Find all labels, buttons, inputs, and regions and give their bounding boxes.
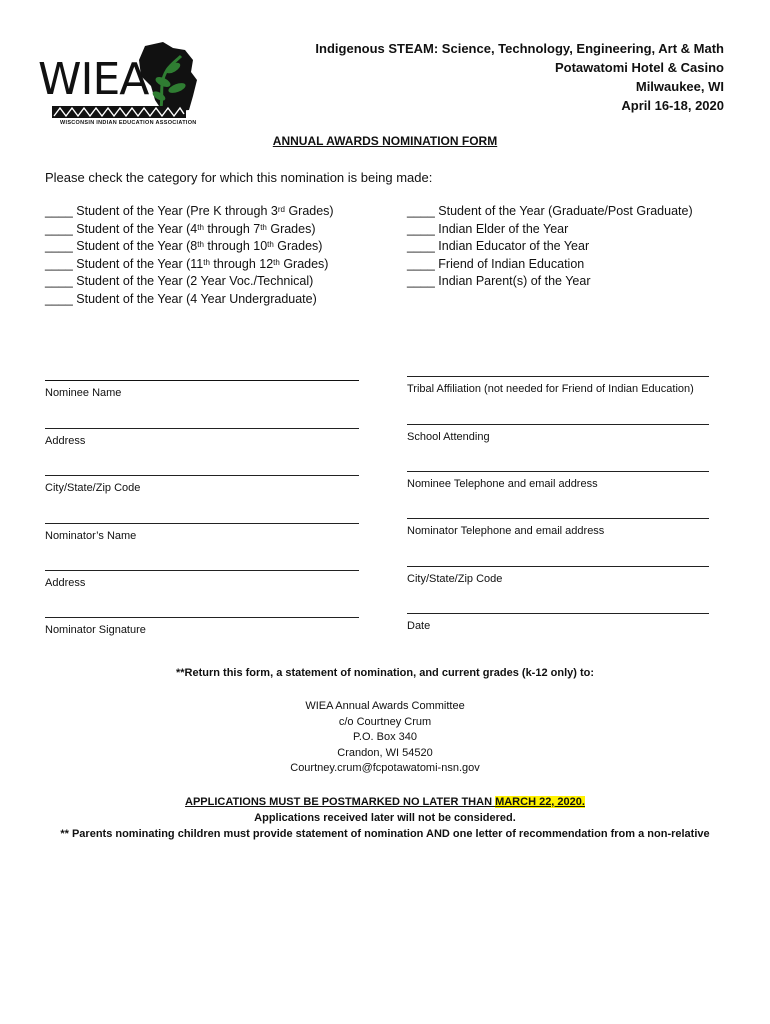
ordinal-suffix: th xyxy=(267,240,274,249)
wiea-logo xyxy=(38,36,208,131)
field-label: Nominator Telephone and email address xyxy=(407,525,605,537)
event-header xyxy=(315,39,724,115)
mailing-address xyxy=(0,699,770,777)
category-option[interactable] xyxy=(407,203,693,221)
event-theme: Indigenous STEAM: Science, Technology, Engineering, Art & Math xyxy=(315,41,724,56)
category-option[interactable] xyxy=(45,291,334,309)
checkbox-blank: ____ xyxy=(45,256,73,271)
email-address: Courtney.crum@fcpotawatomi-nsn.gov xyxy=(290,762,480,774)
category-option[interactable] xyxy=(45,273,334,291)
field-label: School Attending xyxy=(407,431,490,443)
nominator-city-state-zip-field[interactable] xyxy=(407,554,709,585)
ordinal-suffix: th xyxy=(203,257,210,267)
category-label: Indian Elder of the Year xyxy=(438,221,569,236)
category-label: through 12 xyxy=(209,256,274,271)
event-dates: April 16-18, 2020 xyxy=(621,98,724,113)
nominee-phone-email-field[interactable] xyxy=(407,459,709,490)
address-line: P.O. Box 340 xyxy=(352,731,417,743)
deadline-date: MARCH 22, 2020. xyxy=(495,796,585,808)
category-label: Friend of Indian Education xyxy=(438,256,585,271)
category-label: through 10 xyxy=(203,239,268,253)
deadline-notice xyxy=(0,794,770,842)
category-label: Grades) xyxy=(279,256,329,271)
checkbox-blank: ____ xyxy=(45,274,73,288)
field-label: Address xyxy=(45,435,86,447)
checkbox-blank: ____ xyxy=(45,204,73,218)
checkbox-blank: ____ xyxy=(45,221,73,236)
category-label: Grades) xyxy=(266,221,316,236)
address-line: c/o Courtney Crum xyxy=(338,715,432,728)
category-label: Student of the Year (2 Year Voc./Technical) xyxy=(76,274,314,288)
category-label: Indian Parent(s) of the Year xyxy=(438,274,591,288)
event-venue: Potawatomi Hotel & Casino xyxy=(554,60,724,75)
field-label: Nominator’s Name xyxy=(45,530,137,542)
ordinal-suffix: th xyxy=(197,222,204,232)
category-label: Student of the Year (8 xyxy=(76,239,198,253)
tribal-affiliation-field[interactable] xyxy=(407,364,709,395)
category-label: Student of the Year (4 Year Undergraduate) xyxy=(76,291,317,306)
checkbox-blank: ____ xyxy=(407,204,435,218)
instructions: Please check the category for which this nomination is being made: xyxy=(45,170,433,185)
checkbox-blank: ____ xyxy=(45,291,73,306)
nominator-phone-email-field[interactable] xyxy=(407,506,709,537)
event-city: Milwaukee, WI xyxy=(635,79,724,94)
category-option[interactable] xyxy=(407,256,693,274)
checkbox-blank: ____ xyxy=(407,256,435,271)
category-option[interactable] xyxy=(45,256,334,274)
category-label: Student of the Year (11 xyxy=(76,256,204,271)
category-option[interactable] xyxy=(407,238,693,256)
nominator-name-field[interactable] xyxy=(45,511,359,542)
category-list-right xyxy=(407,203,693,291)
nominee-name-field[interactable] xyxy=(45,368,359,399)
checkbox-blank: ____ xyxy=(407,221,435,236)
nominator-address-field[interactable] xyxy=(45,558,359,589)
logo-subtitle: WISCONSIN INDIAN EDUCATION ASSOCIATION xyxy=(60,120,197,126)
nominator-signature-field[interactable] xyxy=(45,605,359,636)
logo-pattern-band xyxy=(52,106,186,118)
category-option[interactable] xyxy=(45,203,334,221)
school-attending-field[interactable] xyxy=(407,412,709,443)
category-label: Grades) xyxy=(284,204,334,218)
field-label: Tribal Affiliation (not needed for Friend of Indian Education) xyxy=(407,383,694,395)
ordinal-suffix: rd xyxy=(277,205,285,214)
field-label: Date xyxy=(407,620,431,632)
field-label: City/State/Zip Code xyxy=(407,573,503,585)
category-option[interactable] xyxy=(45,221,334,239)
parent-note: ** Parents nominating children must provide statement of nomination AND one letter of recommendation from a non-relative xyxy=(60,828,710,840)
late-note: Applications received later will not be considered. xyxy=(254,812,516,824)
field-label: Address xyxy=(45,577,86,589)
category-label: through 7 xyxy=(203,221,261,236)
deadline-text: APPLICATIONS MUST BE POSTMARKED NO LATER THAN xyxy=(185,796,496,808)
category-label: Student of the Year (Graduate/Post Graduate) xyxy=(438,204,693,218)
category-label: Grades) xyxy=(273,239,323,253)
ordinal-suffix: th xyxy=(260,222,267,232)
address-line: WIEA Annual Awards Committee xyxy=(305,700,465,712)
return-instructions: **Return this form, a statement of nomination, and current grades (k-12 only) to: xyxy=(175,667,595,679)
field-label: Nominator Signature xyxy=(45,624,146,636)
nominee-city-state-zip-field[interactable] xyxy=(45,463,359,494)
category-option[interactable] xyxy=(407,221,693,239)
category-option[interactable] xyxy=(407,273,693,291)
date-field[interactable] xyxy=(407,601,709,632)
field-label: Nominee Telephone and email address xyxy=(407,478,598,490)
field-label: City/State/Zip Code xyxy=(45,482,141,494)
category-label: Indian Educator of the Year xyxy=(438,239,590,253)
checkbox-blank: ____ xyxy=(45,239,73,253)
ordinal-suffix: th xyxy=(273,257,280,267)
checkbox-blank: ____ xyxy=(407,274,435,288)
form-title: ANNUAL AWARDS NOMINATION FORM xyxy=(272,134,498,148)
category-option[interactable] xyxy=(45,238,334,256)
checkbox-blank: ____ xyxy=(407,239,435,253)
category-label: Student of the Year (4 xyxy=(76,221,198,236)
address-line: Crandon, WI 54520 xyxy=(337,746,433,759)
field-label: Nominee Name xyxy=(45,387,122,399)
category-label: Student of the Year (Pre K through 3 xyxy=(76,204,278,218)
logo-wordmark: WIEA xyxy=(38,54,149,105)
ordinal-suffix: th xyxy=(197,240,204,249)
category-list-left xyxy=(45,203,334,308)
nominee-address-field[interactable] xyxy=(45,416,359,447)
postmark-deadline xyxy=(0,794,770,810)
